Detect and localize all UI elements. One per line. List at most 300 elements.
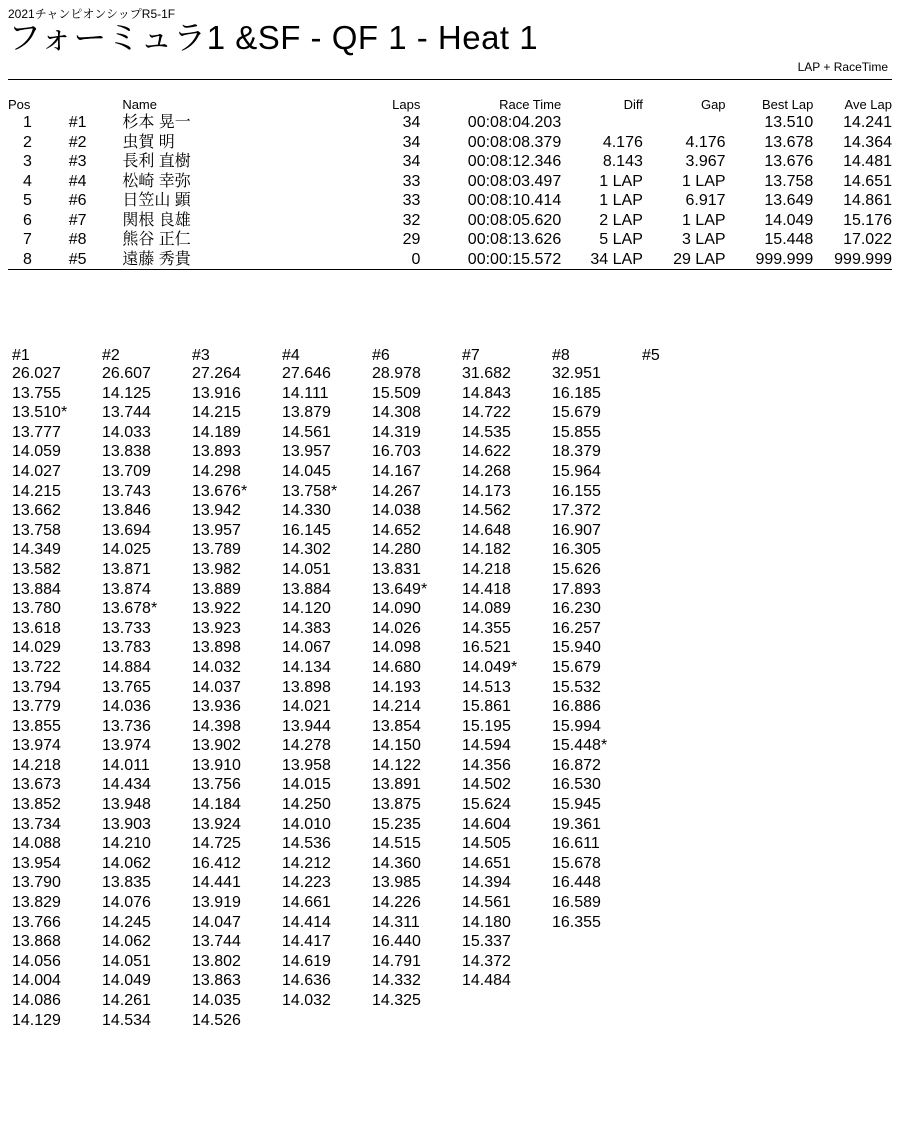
car-number-cell: #8 — [68, 231, 87, 248]
lap-time-cell: 14.059 — [12, 443, 61, 461]
diff-cell: 2 LAP — [599, 211, 643, 229]
lap-time-cell: 13.618 — [12, 619, 61, 637]
race-time-cell: 00:08:03.497 — [467, 172, 562, 190]
lap-time-cell: 14.036 — [102, 698, 151, 716]
lap-time-cell: 13.854 — [372, 717, 421, 735]
lap-time-cell: 16.703 — [372, 443, 421, 461]
lap-time-cell: 13.722 — [12, 658, 61, 676]
lap-time-cell: 13.744 — [192, 933, 241, 951]
race-time-cell: 00:08:13.626 — [467, 231, 562, 248]
lap-time-cell: 13.777 — [12, 423, 61, 441]
lap-time-cell: 13.875 — [372, 796, 421, 814]
driver-name-cell: 長利 直樹 — [122, 153, 191, 170]
lap-time-cell: 14.086 — [12, 992, 61, 1009]
lap-time-cell: 14.604 — [462, 815, 511, 833]
lap-time-cell: 16.440 — [372, 933, 421, 951]
lap-time-cell: 16.872 — [552, 756, 601, 774]
lap-time-cell: 14.680 — [372, 658, 421, 676]
lap-time-cell: 13.709 — [102, 462, 151, 480]
lap-time-cell: 14.049 — [102, 972, 151, 990]
diff-cell: 4.176 — [602, 133, 643, 151]
lap-time-cell: 14.648 — [462, 521, 511, 539]
lap-time-cell: 16.412 — [192, 854, 241, 872]
lap-time-cell: 16.530 — [552, 776, 601, 794]
driver-name-cell: 関根 良雄 — [122, 211, 191, 229]
lap-time-cell: 14.652 — [372, 521, 421, 539]
lap-time-cell: 14.434 — [102, 776, 151, 794]
lap-time-cell: 13.783 — [102, 639, 151, 657]
lap-time-cell: 14.250 — [282, 796, 331, 814]
lap-time-cell: 14.414 — [282, 913, 331, 931]
lap-time-cell: 14.027 — [12, 462, 61, 480]
lap-time-cell: 14.076 — [102, 894, 151, 912]
lap-column — [372, 347, 462, 1030]
lap-time-cell: 14.025 — [102, 541, 151, 559]
car-number-cell: #2 — [68, 133, 87, 151]
lap-time-cell: 14.884 — [102, 658, 151, 676]
lap-time-cell: 14.215 — [12, 482, 61, 500]
lap-column-driver-header: #2 — [102, 347, 120, 364]
lap-time-cell: 14.484 — [462, 972, 511, 990]
lap-time-cell: 16.145 — [282, 521, 331, 539]
col-race-time-header: Race Time — [499, 97, 562, 112]
best-lap-cell: 15.448 — [764, 231, 814, 248]
lap-time-cell: 13.974 — [12, 737, 61, 755]
ave-lap-cell: 15.176 — [843, 211, 892, 229]
lap-time-cell: 14.134 — [282, 658, 331, 676]
lap-time-cell: 13.871 — [102, 560, 151, 578]
lap-time-cell: 14.561 — [282, 423, 331, 441]
lap-time-cell: 14.214 — [372, 698, 421, 716]
gap-cell: 3 LAP — [681, 231, 726, 248]
lap-time-cell: 13.743 — [102, 482, 151, 500]
best-lap-cell: 14.049 — [764, 211, 814, 229]
lap-time-cell: 13.758* — [282, 482, 338, 500]
lap-time-cell: 15.679 — [552, 404, 601, 422]
lap-time-cell: 14.280 — [372, 541, 421, 559]
lap-time-cell: 14.398 — [192, 717, 241, 735]
lap-time-cell: 14.051 — [282, 560, 331, 578]
lap-time-cell: 14.267 — [372, 482, 421, 500]
lap-time-cell: 13.758 — [12, 521, 61, 539]
lap-time-cell: 13.868 — [12, 933, 61, 951]
lap-time-cell: 14.722 — [462, 404, 511, 422]
lap-time-cell: 14.594 — [462, 737, 511, 755]
lap-time-cell: 13.694 — [102, 521, 151, 539]
lap-time-cell: 14.622 — [462, 443, 511, 461]
lap-time-cell: 13.510* — [12, 404, 68, 422]
results-row — [8, 133, 892, 153]
col-laps-header: Laps — [392, 97, 421, 112]
lap-time-cell: 14.355 — [462, 619, 511, 637]
lap-time-cell: 14.651 — [462, 854, 511, 872]
lap-time-cell: 14.173 — [462, 482, 511, 500]
lap-time-cell: 14.268 — [462, 462, 511, 480]
lap-time-cell: 14.223 — [282, 874, 331, 892]
ave-lap-cell: 14.651 — [843, 172, 892, 190]
col-diff-header: Diff — [623, 97, 643, 112]
results-header-row — [8, 96, 892, 113]
lap-column — [192, 347, 282, 1030]
lap-time-cell: 15.679 — [552, 658, 601, 676]
lap-column — [12, 347, 102, 1030]
pos-cell: 4 — [22, 172, 32, 190]
gap-cell: 4.176 — [685, 133, 726, 151]
lap-time-cell: 14.045 — [282, 462, 331, 480]
lap-time-cell: 14.526 — [192, 1011, 241, 1029]
lap-time-cell: 14.088 — [12, 835, 61, 853]
report-type-label: LAP + RaceTime — [797, 60, 888, 74]
lap-time-cell: 13.744 — [102, 404, 151, 422]
lap-time-cell: 28.978 — [372, 365, 421, 382]
lap-time-cell: 18.379 — [552, 443, 601, 461]
lap-time-cell: 13.789 — [192, 541, 241, 559]
lap-time-cell: 14.661 — [282, 894, 331, 912]
lap-column — [102, 347, 192, 1030]
laps-cell: 33 — [402, 172, 421, 190]
lap-time-cell: 13.779 — [12, 698, 61, 716]
lap-time-cell: 16.355 — [552, 913, 601, 931]
gap-cell: 6.917 — [685, 192, 726, 209]
lap-time-cell: 14.218 — [462, 560, 511, 578]
lap-time-cell: 16.230 — [552, 600, 601, 618]
lap-column-driver-header: #3 — [192, 347, 210, 364]
lap-time-cell: 14.349 — [12, 541, 61, 559]
lap-time-cell: 15.626 — [552, 560, 601, 578]
driver-name-cell: 杉本 晃一 — [122, 114, 191, 131]
pos-cell: 5 — [22, 192, 32, 209]
lap-time-cell: 13.678* — [102, 600, 158, 618]
lap-time-cell: 13.944 — [282, 717, 331, 735]
lap-time-cell: 16.257 — [552, 619, 601, 637]
lap-time-cell: 14.302 — [282, 541, 331, 559]
lap-time-cell: 14.215 — [192, 404, 241, 422]
diff-cell: 1 LAP — [599, 192, 643, 209]
pos-cell: 7 — [22, 231, 32, 248]
results-row — [8, 250, 892, 270]
results-row — [8, 230, 892, 250]
lap-time-cell: 13.794 — [12, 678, 61, 696]
driver-name-cell: 虫賀 明 — [122, 133, 175, 151]
lap-time-cell: 13.884 — [282, 580, 331, 598]
lap-time-cell: 14.418 — [462, 580, 511, 598]
ave-lap-cell: 999.999 — [813, 250, 892, 270]
lap-time-cell: 13.948 — [102, 796, 151, 814]
gap-cell: 3.967 — [685, 153, 726, 170]
car-number-cell: #3 — [68, 153, 87, 170]
lap-time-cell: 14.089 — [462, 600, 511, 618]
lap-time-cell: 31.682 — [462, 365, 511, 382]
lap-time-cell: 14.150 — [372, 737, 421, 755]
lap-time-cell: 14.129 — [12, 1011, 61, 1029]
lap-time-cell: 13.957 — [192, 521, 241, 539]
col-number-header — [47, 96, 123, 113]
lap-time-cell: 16.589 — [552, 894, 601, 912]
lap-time-cell: 14.534 — [102, 1011, 151, 1029]
lap-time-cell: 13.649* — [372, 580, 428, 598]
gap-cell: 1 LAP — [681, 211, 726, 229]
lap-time-cell: 14.011 — [102, 756, 150, 774]
lap-time-cell: 13.838 — [102, 443, 151, 461]
lap-time-cell: 14.325 — [372, 992, 421, 1009]
lap-time-cell: 13.790 — [12, 874, 61, 892]
lap-time-cell: 13.884 — [12, 580, 61, 598]
lap-time-cell: 14.047 — [192, 913, 241, 931]
lap-time-cell: 14.308 — [372, 404, 421, 422]
driver-name-cell: 遠藤 秀貴 — [122, 250, 359, 270]
lap-time-cell: 14.561 — [462, 894, 511, 912]
lap-time-cell: 13.855 — [12, 717, 61, 735]
lap-time-cell: 14.004 — [12, 972, 61, 990]
laps-cell: 34 — [402, 133, 421, 151]
lap-time-cell: 27.646 — [282, 365, 331, 382]
car-number-cell: #1 — [68, 114, 87, 131]
lap-time-cell: 15.855 — [552, 423, 601, 441]
lap-column-driver-header: #7 — [462, 347, 480, 364]
lap-time-cell: 13.780 — [12, 600, 61, 618]
lap-time-cell: 13.734 — [12, 815, 61, 833]
results-row — [8, 152, 892, 172]
lap-time-cell: 14.167 — [372, 462, 421, 480]
race-time-cell: 00:00:15.572 — [420, 250, 561, 270]
gap-cell — [643, 113, 726, 133]
lap-time-cell: 14.513 — [462, 678, 511, 696]
lap-column-driver-header: #8 — [552, 347, 570, 364]
lap-column — [462, 347, 552, 1030]
lap-time-cell: 15.945 — [552, 796, 601, 814]
lap-time-cell: 13.831 — [372, 560, 421, 578]
lap-time-cell: 15.509 — [372, 384, 421, 402]
lap-time-cell: 14.090 — [372, 600, 421, 618]
driver-name-cell: 日笠山 顕 — [122, 192, 191, 209]
laps-cell: 34 — [402, 153, 421, 170]
driver-name-cell: 熊谷 正仁 — [122, 231, 191, 248]
lap-time-cell: 14.636 — [282, 972, 331, 990]
lap-time-cell: 13.982 — [192, 560, 241, 578]
lap-time-cell: 14.056 — [12, 952, 61, 970]
lap-times-grid — [12, 347, 732, 1030]
lap-time-cell: 14.182 — [462, 541, 511, 559]
pos-cell: 6 — [22, 211, 32, 229]
results-row — [8, 113, 892, 133]
lap-column-driver-header: #6 — [372, 347, 390, 364]
report-subtitle: 2021チャンピオンシップR5-1F — [8, 7, 176, 21]
lap-time-cell: 16.155 — [552, 482, 601, 500]
lap-time-cell: 14.311 — [372, 913, 420, 931]
lap-time-cell: 19.361 — [552, 815, 601, 833]
lap-time-cell: 14.111 — [282, 384, 329, 402]
lap-time-cell: 13.898 — [282, 678, 331, 696]
lap-column-driver-header: #4 — [282, 347, 300, 364]
pos-cell: 8 — [8, 250, 47, 270]
lap-time-cell: 17.893 — [552, 580, 601, 598]
lap-time-cell: 14.062 — [102, 854, 151, 872]
lap-column — [282, 347, 372, 1030]
lap-time-cell: 13.898 — [192, 639, 241, 657]
lap-time-cell: 26.027 — [12, 365, 61, 382]
lap-time-cell: 14.032 — [192, 658, 241, 676]
lap-time-cell: 14.021 — [282, 698, 331, 716]
lap-column-driver-header: #5 — [642, 347, 660, 364]
lap-time-cell: 14.619 — [282, 952, 331, 970]
lap-time-cell: 14.120 — [282, 600, 331, 618]
lap-time-cell: 13.835 — [102, 874, 151, 892]
pos-cell: 3 — [22, 153, 32, 170]
lap-time-cell: 14.535 — [462, 423, 511, 441]
best-lap-cell: 13.649 — [764, 192, 814, 209]
diff-cell: 5 LAP — [599, 231, 643, 248]
lap-time-cell: 14.330 — [282, 502, 331, 520]
pos-cell: 1 — [22, 114, 32, 131]
lap-column-driver-header: #1 — [12, 347, 30, 364]
race-time-cell: 00:08:12.346 — [467, 153, 562, 170]
lap-time-cell: 14.180 — [462, 913, 511, 931]
lap-time-cell: 15.195 — [462, 717, 511, 735]
car-number-cell: #7 — [68, 211, 87, 229]
lap-time-cell: 13.957 — [282, 443, 331, 461]
lap-time-cell: 13.733 — [102, 619, 151, 637]
ave-lap-cell: 14.364 — [843, 133, 892, 151]
lap-time-cell: 13.902 — [192, 737, 241, 755]
lap-time-cell: 14.062 — [102, 933, 151, 951]
lap-time-cell: 14.356 — [462, 756, 511, 774]
best-lap-cell: 13.510 — [764, 114, 814, 131]
lap-time-cell: 14.536 — [282, 835, 331, 853]
lap-time-cell: 13.903 — [102, 815, 151, 833]
lap-time-cell: 14.226 — [372, 894, 421, 912]
lap-time-cell: 14.332 — [372, 972, 421, 990]
results-row — [8, 191, 892, 211]
best-lap-cell: 13.758 — [764, 172, 814, 190]
lap-time-cell: 13.802 — [192, 952, 241, 970]
lap-time-cell: 13.954 — [12, 854, 61, 872]
lap-time-cell: 13.765 — [102, 678, 151, 696]
lap-time-cell: 14.261 — [102, 992, 151, 1009]
diff-cell: 8.143 — [602, 153, 643, 170]
lap-time-cell: 15.964 — [552, 462, 601, 480]
lap-time-cell: 16.521 — [462, 639, 511, 657]
lap-time-cell: 13.846 — [102, 502, 151, 520]
lap-time-cell: 14.037 — [192, 678, 241, 696]
lap-time-cell: 13.863 — [192, 972, 241, 990]
lap-time-cell: 13.942 — [192, 502, 241, 520]
lap-time-cell: 14.394 — [462, 874, 511, 892]
ave-lap-cell: 17.022 — [843, 231, 892, 248]
lap-time-cell: 14.032 — [282, 992, 331, 1009]
results-row — [8, 172, 892, 192]
laps-cell: 0 — [359, 250, 420, 270]
lap-time-cell: 16.611 — [552, 835, 600, 853]
lap-time-cell: 13.919 — [192, 894, 241, 912]
laps-cell: 33 — [402, 192, 421, 209]
pos-cell: 2 — [22, 133, 32, 151]
results-row — [8, 211, 892, 231]
laps-cell: 29 — [402, 231, 421, 248]
lap-time-cell: 15.940 — [552, 639, 601, 657]
col-ave-lap-header: Ave Lap — [844, 97, 892, 112]
car-number-cell: #6 — [68, 192, 87, 209]
lap-time-cell: 13.924 — [192, 815, 241, 833]
lap-time-cell: 16.448 — [552, 874, 601, 892]
lap-time-cell: 13.736 — [102, 717, 151, 735]
lap-time-cell: 14.298 — [192, 462, 241, 480]
race-time-cell: 00:08:08.379 — [467, 133, 562, 151]
lap-time-cell: 13.922 — [192, 600, 241, 618]
car-number-cell: #4 — [68, 172, 87, 190]
ave-lap-cell: 14.861 — [843, 192, 892, 209]
lap-time-cell: 13.974 — [102, 737, 151, 755]
diff-cell: 1 LAP — [599, 172, 643, 190]
lap-time-cell: 16.185 — [552, 384, 601, 402]
driver-name-cell: 松崎 幸弥 — [122, 172, 191, 190]
laps-cell: 34 — [402, 114, 421, 131]
lap-time-cell: 14.210 — [102, 835, 151, 853]
col-best-lap-header: Best Lap — [762, 97, 814, 112]
lap-time-cell: 16.886 — [552, 698, 601, 716]
lap-time-cell: 14.189 — [192, 423, 241, 441]
lap-time-cell: 13.582 — [12, 560, 61, 578]
lap-time-cell: 13.852 — [12, 796, 61, 814]
race-time-cell: 00:08:10.414 — [467, 192, 562, 209]
lap-time-cell: 14.441 — [192, 874, 241, 892]
col-gap-header: Gap — [700, 97, 726, 112]
race-time-cell: 00:08:05.620 — [467, 211, 562, 229]
lap-time-cell: 15.994 — [552, 717, 601, 735]
lap-time-cell: 13.874 — [102, 580, 151, 598]
lap-time-cell: 16.907 — [552, 521, 601, 539]
lap-time-cell: 14.218 — [12, 756, 61, 774]
lap-time-cell: 15.624 — [462, 796, 511, 814]
lap-time-cell: 15.448* — [552, 737, 608, 755]
lap-time-cell: 32.951 — [552, 365, 601, 382]
lap-time-cell: 13.879 — [282, 404, 331, 422]
lap-time-cell: 14.035 — [192, 992, 241, 1009]
lap-time-cell: 26.607 — [102, 365, 151, 382]
lap-time-cell: 14.067 — [282, 639, 331, 657]
lap-time-cell: 14.193 — [372, 678, 421, 696]
lap-time-cell: 13.889 — [192, 580, 241, 598]
lap-time-cell: 13.958 — [282, 756, 331, 774]
lap-time-cell: 15.678 — [552, 854, 601, 872]
lap-time-cell: 14.049* — [462, 658, 518, 676]
lap-time-cell: 14.383 — [282, 619, 331, 637]
lap-time-cell: 13.829 — [12, 894, 61, 912]
best-lap-cell: 13.678 — [764, 133, 814, 151]
lap-time-cell: 15.532 — [552, 678, 601, 696]
lap-time-cell: 13.916 — [192, 384, 241, 402]
lap-time-cell: 14.015 — [282, 776, 331, 794]
lap-time-cell: 13.923 — [192, 619, 241, 637]
ave-lap-cell: 14.241 — [843, 114, 892, 131]
lap-time-cell: 14.033 — [102, 423, 151, 441]
lap-time-cell: 14.098 — [372, 639, 421, 657]
lap-time-cell: 13.891 — [372, 776, 421, 794]
lap-time-cell: 14.360 — [372, 854, 421, 872]
lap-time-cell: 13.985 — [372, 874, 421, 892]
lap-time-cell: 17.372 — [552, 502, 601, 520]
lap-time-cell: 14.051 — [102, 952, 151, 970]
lap-time-cell: 14.010 — [282, 815, 331, 833]
lap-column — [552, 347, 642, 1030]
lap-time-cell: 14.505 — [462, 835, 511, 853]
lap-time-cell: 14.278 — [282, 737, 331, 755]
lap-time-cell: 13.662 — [12, 502, 61, 520]
lap-column — [642, 347, 732, 1030]
race-time-cell: 00:08:04.203 — [467, 114, 562, 131]
lap-time-cell: 13.673 — [12, 776, 61, 794]
best-lap-cell: 999.999 — [726, 250, 814, 270]
gap-cell: 29 LAP — [643, 250, 726, 270]
